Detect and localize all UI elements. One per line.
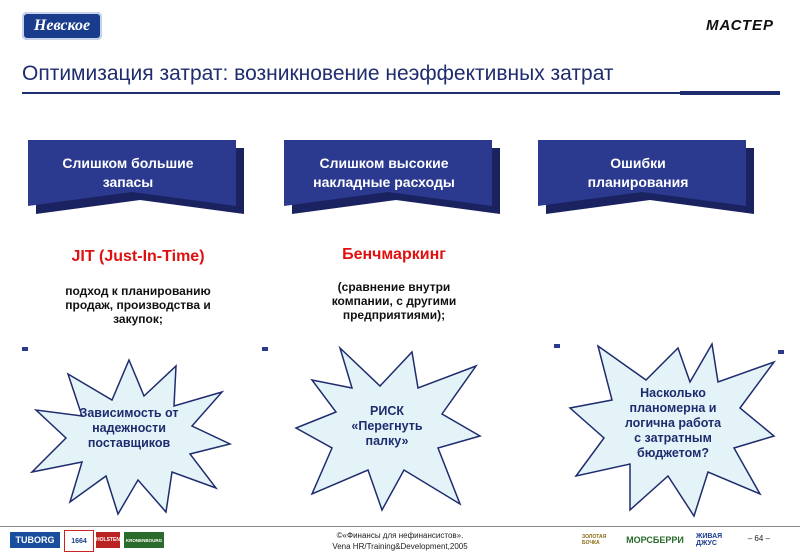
banner-high-overhead — [284, 140, 501, 218]
divider-marker — [778, 350, 784, 354]
method-jit: JIT (Just-In-Time) — [71, 248, 205, 265]
risk-burst-suppliers — [26, 356, 232, 516]
banner-planning-errors — [538, 140, 755, 218]
banner-label: Слишком большие запасы — [62, 155, 194, 190]
banner-label: Ошибки планирования — [587, 155, 689, 190]
brand-holsten: HOLSTEN — [96, 532, 120, 548]
brand-kronenbourg: KRONENBOURG — [124, 532, 164, 548]
risk-label: РИСК «Перегнуть палку» — [351, 404, 423, 448]
risk-burst-overdoing — [292, 344, 482, 514]
method-benchmarking: Бенчмаркинг — [342, 246, 446, 263]
risk-label: Зависимость от надежности поставщиков — [79, 406, 179, 450]
master-logo: МАСТЕР — [705, 16, 774, 34]
divider-marker — [22, 347, 28, 351]
method-benchmarking-description: (сравнение внутри компании, с другими предприятиями); — [331, 280, 457, 322]
brand-morsberri: МОРСБЕРРИ — [626, 535, 684, 545]
page-number: – 64 – — [747, 534, 770, 543]
footer-source-line1: ©«Финансы для нефинансистов». — [336, 531, 464, 540]
brand-zolotaya-bochka: ЗОЛОТАЯ БОЧКА — [582, 534, 607, 546]
risk-label: Насколько планомерна и логична работа с затратным бюджетом? — [624, 386, 722, 460]
brand-tuborg: TUBORG — [10, 532, 60, 548]
title-underline-accent — [680, 91, 780, 95]
nevskoe-logo: Невское — [22, 12, 102, 40]
divider-marker — [554, 344, 560, 348]
footer-source-line2: Vena HR/Training&Development,2005 — [332, 542, 468, 551]
footer-rule — [0, 526, 800, 527]
brand-1664: 1664 — [64, 530, 94, 552]
risk-burst-budget — [568, 342, 778, 520]
divider-marker — [262, 347, 268, 351]
banner-label: Слишком высокие накладные расходы — [313, 155, 455, 190]
brand-zhivaya-dzhus: ЖИВАЯ ДЖУС — [696, 533, 723, 547]
method-jit-description: подход к планированию продаж, производства и закупок; — [65, 284, 211, 326]
slide-title: Оптимизация затрат: возникновение неэффективных затрат — [22, 62, 614, 85]
footer-source — [300, 530, 500, 552]
title-underline — [22, 92, 780, 94]
banner-too-much-stock — [28, 140, 245, 218]
